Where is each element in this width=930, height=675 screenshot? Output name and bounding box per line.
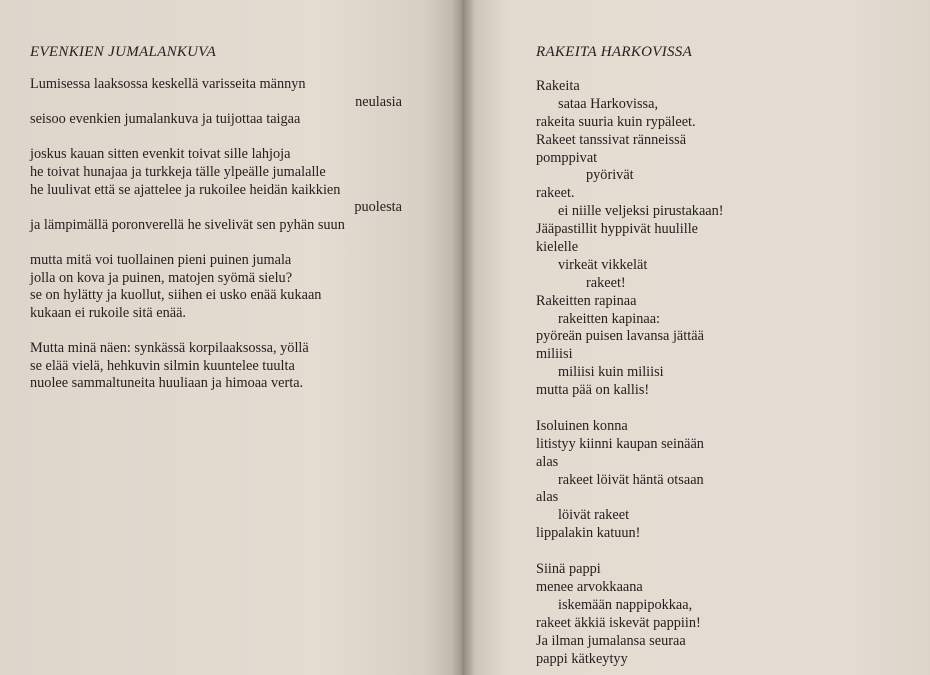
stanza-break (30, 234, 402, 252)
poem-line: sataa Harkovissa, (558, 95, 659, 112)
poem-line: puolesta (354, 199, 402, 216)
stanza-break (30, 322, 402, 340)
left-poem (30, 76, 402, 393)
poem-line: pyöreän puisen lavansa jättää (536, 328, 704, 345)
poem-line: Lumisessa laaksossa keskellä varisseita männyn (30, 76, 306, 92)
poem-line: Jääpastillit hyppivät huulille (536, 221, 699, 238)
poem-line: se elää vielä, hehkuvin silmin kuuntelee tuulta (30, 357, 295, 374)
poem-line: iskemään nappipokkaa, (558, 596, 693, 613)
poem-line: kielelle (536, 239, 579, 256)
poem-line: Siinä pappi (536, 561, 601, 578)
poem-line: rakeet äkkiä iskevät pappiin! (536, 614, 701, 631)
poem-line: rakeita suuria kuin rypäleet. (536, 113, 696, 130)
poem-line: mutta mitä voi tuollainen pieni puinen jumala (30, 251, 292, 268)
right-poem (536, 78, 866, 668)
poem-line: he luulivat että se ajattelee ja rukoilee heidän kaikkien (30, 181, 341, 198)
poem-line: Rakeita (536, 78, 580, 94)
poem-line: rakeet! (586, 274, 626, 291)
poem-line: kukaan ei rukoile sitä enää. (30, 304, 187, 321)
poem-line: mutta pää on kallis! (536, 382, 650, 399)
poem-line: pomppivat (536, 149, 598, 166)
poem-line: seisoo evenkien jumalankuva ja tuijottaa taigaa (30, 111, 301, 128)
left-page (0, 0, 462, 675)
poem-line: rakeet löivät häntä otsaan (558, 471, 704, 488)
poem-line: alas (536, 453, 559, 470)
poem-line: miliisi (536, 346, 573, 363)
poem-line: Isoluinen konna (536, 417, 628, 434)
poem-line: he toivat hunajaa ja turkkeja tälle ylpeälle jumalalle (30, 163, 326, 180)
right-page (462, 0, 930, 675)
poem-line: Mutta minä näen: synkässä korpilaaksossa, yöllä (30, 339, 309, 356)
poem-line: joskus kauan sitten evenkit toivat sille lahjoja (30, 146, 291, 163)
poem-line: Rakeet tanssivat ränneissä (536, 131, 687, 148)
left-poem-title: EVENKIEN JUMALANKUVA (30, 44, 217, 60)
stanza-break (536, 400, 866, 418)
poem-line: miliisi kuin miliisi (558, 364, 664, 381)
poem-line: jolla on kova ja puinen, matojen syömä sielu? (30, 269, 293, 286)
stanza-break (536, 543, 866, 561)
right-poem-title: RAKEITA HARKOVISSA (536, 44, 693, 60)
poem-line: lippalakin katuun! (536, 525, 641, 542)
poem-line: se on hylätty ja kuollut, siihen ei usko enää kukaan (30, 287, 322, 304)
poem-line: alas (536, 489, 559, 506)
poem-line: nuolee sammaltuneita huuliaan ja himoaa verta. (30, 375, 304, 392)
poem-line: rakeitten kapinaa: (558, 310, 661, 327)
poem-line: rakeet. (536, 185, 575, 202)
poem-line: Ja ilman jumalansa seuraa (536, 632, 686, 649)
poem-line: pyörivät (586, 167, 634, 184)
poem-line: löivät rakeet (558, 507, 630, 524)
book-gutter (452, 0, 474, 675)
poem-line: virkeät vikkelät (558, 256, 648, 273)
poem-line: neulasia (355, 93, 402, 110)
stanza-break (30, 129, 402, 147)
poem-line: pappi kätkeytyy (536, 650, 628, 667)
poem-line: menee arvokkaana (536, 578, 643, 595)
poem-line: ei niille veljeksi pirustakaan! (558, 203, 724, 220)
poem-line: litistyy kiinni kaupan seinään (536, 435, 704, 452)
poem-line: Rakeitten rapinaa (536, 292, 637, 309)
poem-line: ja lämpimällä poronverellä he sivelivät sen pyhän suun (30, 216, 345, 233)
